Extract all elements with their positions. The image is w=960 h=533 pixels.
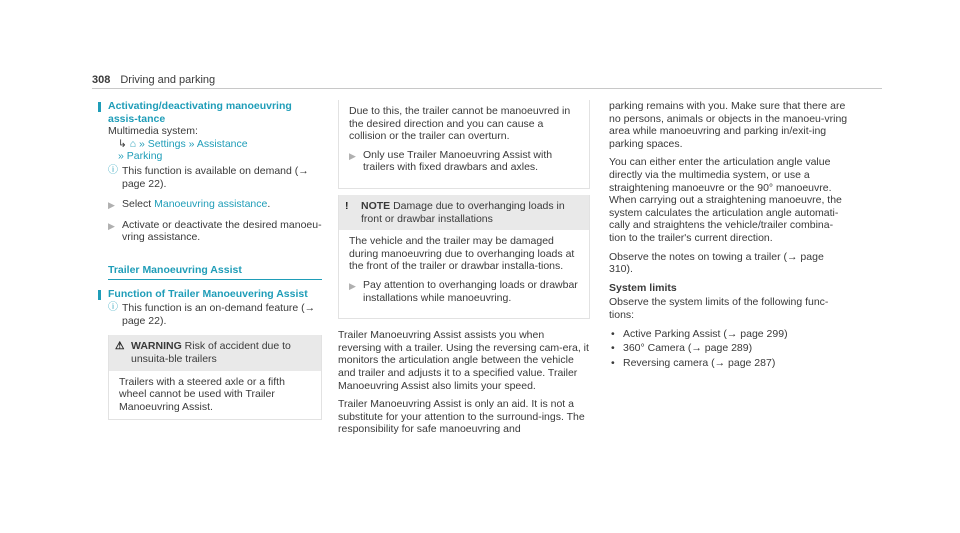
column-2 (338, 100, 590, 442)
list-item: • 360° Camera (→ page 289) (609, 342, 849, 355)
system-limits-title: System limits (609, 281, 677, 294)
step-prefix: Select (122, 198, 155, 211)
multimedia-label: Multimedia system: (108, 125, 198, 138)
topic-title: Trailer Manoeuvring Assist (108, 264, 322, 280)
tip-text: This function is an on-demand feature (→ page 22). (122, 302, 316, 327)
note-body (339, 230, 589, 318)
warning-box (108, 335, 322, 420)
chevron-icon: » (118, 150, 124, 163)
page-number: 308 (92, 74, 111, 86)
section-title-activating: Activating/deactivating manoeuvring assis-tance (108, 100, 322, 125)
step-arrow-icon: ▶ (349, 280, 356, 291)
step-activate (108, 219, 322, 244)
step-arrow-icon: ▶ (108, 220, 115, 231)
path-settings: Settings (147, 137, 186, 150)
warning-header (109, 335, 321, 370)
arrow-right-icon: ↳ (118, 137, 127, 150)
step-arrow-icon: ▶ (349, 150, 356, 161)
step-text: Pay attention to overhanging loads or drawbar installations while manoeuvring. (363, 278, 578, 304)
note-text: Damage due to overhanging loads in front or drawbar installations (361, 199, 565, 225)
warning-triangle-icon: ⚠ (115, 340, 125, 353)
paragraph-articulation: You can either enter the articulation angle value directly via the multimedia system, or use a straightening manoeuvre or the 90° manoeuvre. When carrying out a straightening manoeuvre, the system calculates the articulation angle automati-cally and straightens the vehicle/trailer combina-tion to the trailer's current direction. (609, 156, 842, 244)
paragraph-aid: Trailer Manoeuvring Assist is only an aid. It is not a substitute for your attention to the surround-ings. The responsibility for safe manoeuvring and (338, 398, 585, 436)
paragraph-parking: parking remains with you. Make sure that there are no persons, animals or objects in the manoeu-vring area while manoeuvring and parking in/exit-ing parking spaces. (609, 100, 848, 150)
list-item: • Reversing camera (→ page 287) (609, 357, 849, 370)
step-select (108, 198, 322, 211)
tip-text: This function is available on demand (→ page 22). (122, 164, 309, 190)
path-assistance: Assistance (196, 137, 248, 150)
step-text: Activate or deactivate the desired manoeu-vring assistance. (122, 218, 322, 244)
note-box (338, 195, 590, 319)
chapter-title: Driving and parking (120, 74, 216, 86)
column-3 (609, 100, 849, 371)
chevron-icon: » (188, 137, 195, 150)
note-step (349, 279, 581, 304)
tip-note-2 (108, 302, 322, 327)
info-icon: ⓘ (108, 164, 118, 176)
warning-step (349, 149, 581, 174)
system-limits-text: Observe the system limits of the following func-tions: (609, 296, 829, 321)
paragraph-assist: Trailer Manoeuvring Assist assists you when reversing with a trailer. Using the reversing cam-era, it monitors the articulation angle between the vehicle and trailer and adjusts it to a specified value. Trailer Manoeuvring Assist also limits your speed. (338, 329, 589, 392)
menu-path-2 (118, 150, 322, 163)
warning-continued-text: Due to this, the trailer cannot be manoeuvred in the desired direction and you can cause a collision or the trailer can overturn. (349, 105, 571, 143)
warning-box-continued (338, 100, 590, 189)
warning-label: WARNING (131, 340, 182, 353)
warning-continued-body (339, 100, 589, 188)
exclamation-icon: ! (345, 199, 349, 212)
warning-body: Trailers with a steered axle or a fifth wheel cannot be used with Trailer Manoeuvring Assist. (119, 375, 285, 413)
list-item: • Active Parking Assist (→ page 299) (609, 328, 849, 341)
step-text: Only use Trailer Manoeuvring Assist with trailers with fixed drawbars and axles. (363, 148, 553, 174)
section-title-function: Function of Trailer Manoeuvering Assist (108, 288, 322, 301)
chevron-icon: » (139, 137, 145, 150)
home-icon: ⌂ (129, 137, 137, 150)
note-header (339, 195, 589, 230)
header-divider (92, 88, 882, 89)
warning-text: Risk of accident due to unsuita-ble trailers (131, 340, 291, 365)
step-suffix: . (267, 198, 271, 211)
note-body-text: The vehicle and the trailer may be damaged during manoeuvring due to overhanging loads at the front of the trailer or drawbar installa-tions. (349, 235, 575, 273)
path-parking: Parking (126, 150, 163, 163)
menu-path (118, 138, 322, 151)
step-link: Manoeuvring assistance (154, 198, 268, 211)
paragraph-towing: Observe the notes on towing a trailer (→ page 310). (609, 250, 824, 276)
page-header (92, 74, 215, 86)
step-arrow-icon: ▶ (108, 200, 115, 211)
column-1 (108, 100, 322, 420)
info-icon: ⓘ (108, 302, 118, 314)
note-label: NOTE (361, 199, 391, 212)
tip-note (108, 165, 322, 190)
